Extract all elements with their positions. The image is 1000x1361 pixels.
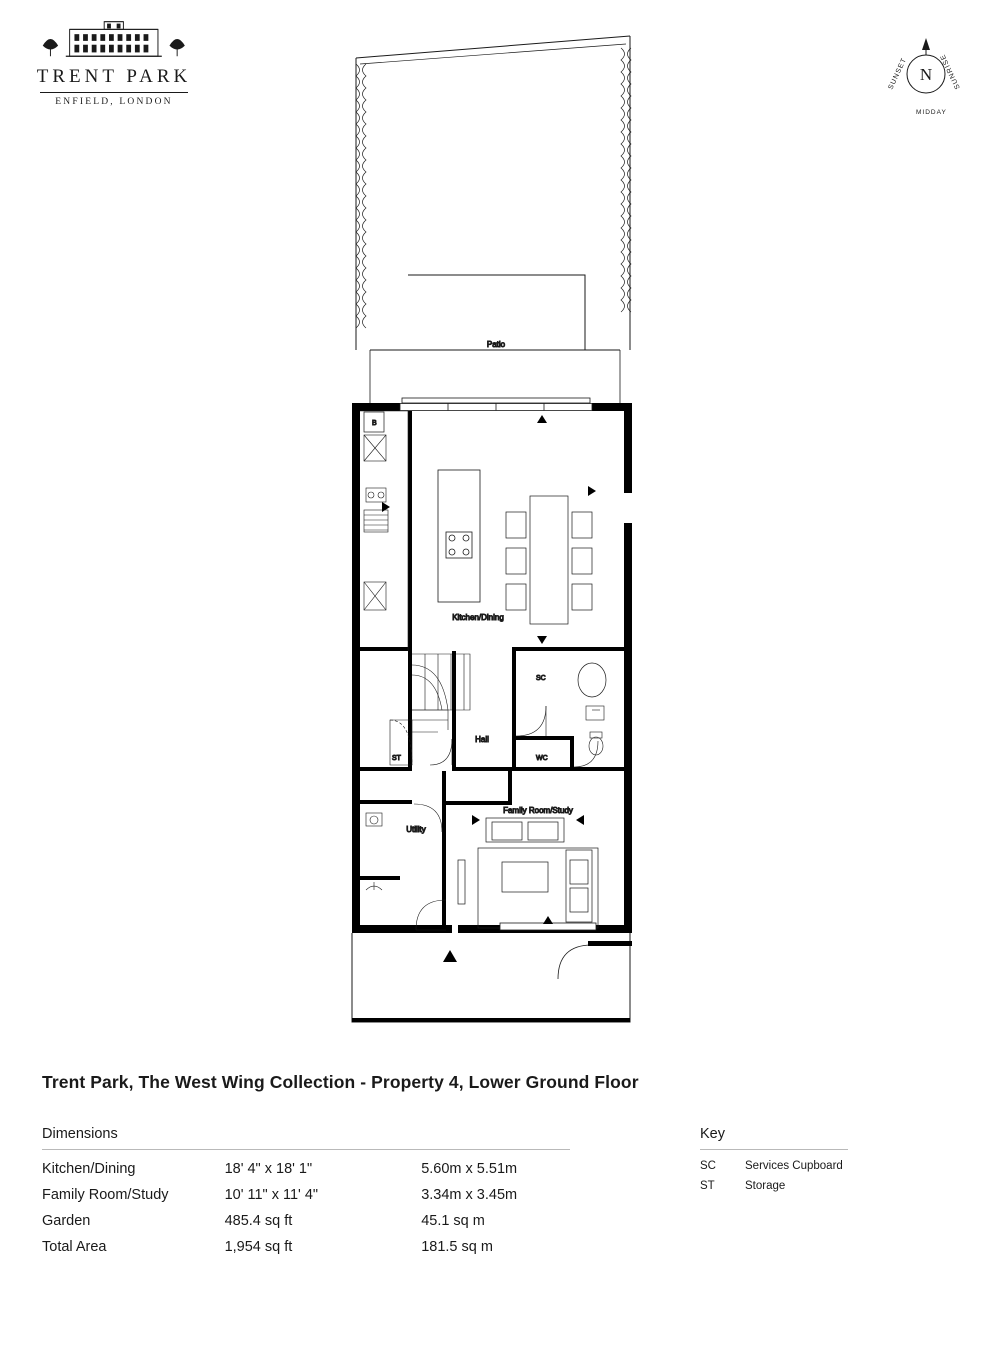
table-row [42, 1234, 572, 1260]
compass-sunset-label: SUNSET [887, 56, 909, 91]
key-meaning: Storage [745, 1180, 786, 1192]
room-label-sc: SC [536, 675, 546, 682]
room-label-wc: WC [536, 755, 548, 762]
table-row [42, 1156, 572, 1182]
room-label-patio: Patio [486, 340, 506, 349]
floor-plan-drawing [330, 20, 670, 1030]
key-divider [700, 1149, 848, 1150]
dimension-room: Family Room/Study [42, 1187, 169, 1203]
entry-area [352, 933, 632, 1022]
room-label-family-room-study: Family Room/Study [503, 806, 573, 815]
dimension-imperial: 18' 4" x 18' 1" [224, 1161, 313, 1177]
utility-room [360, 771, 446, 933]
dimensions-divider [42, 1149, 570, 1150]
dimension-room: Garden [42, 1213, 91, 1229]
dimensions-heading: Dimensions [42, 1126, 118, 1142]
key-abbr: ST [700, 1180, 715, 1192]
house-walls [352, 403, 632, 933]
room-label-hall: Hall [475, 735, 489, 744]
hall-area [452, 651, 512, 801]
dimension-imperial: 10' 11" x 11' 4" [224, 1187, 319, 1203]
brand-name: TRENT PARK [36, 66, 192, 87]
page-title: Trent Park, The West Wing Collection - Property 4, Lower Ground Floor [42, 1072, 639, 1092]
compass-sunrise-label: SUNRISE [939, 52, 962, 91]
compass-north-label: N [919, 65, 933, 84]
brand-logo [34, 14, 194, 107]
table-row [42, 1182, 572, 1208]
key-meaning: Services Cupboard [745, 1160, 843, 1172]
dimension-metric: 181.5 sq m [421, 1239, 493, 1255]
list-item [700, 1176, 843, 1196]
key-legend [700, 1126, 850, 1196]
bifold-doors [400, 398, 592, 411]
dimension-room: Kitchen/Dining [42, 1161, 136, 1177]
key-heading: Key [700, 1126, 725, 1142]
dimension-metric: 45.1 sq m [421, 1213, 485, 1229]
dimension-metric: 3.34m x 3.45m [421, 1187, 518, 1203]
room-label-utility: Utility [406, 825, 426, 834]
family-room-study [446, 801, 598, 930]
room-label-st: ST [392, 755, 401, 762]
table-row [42, 1208, 572, 1234]
logo-divider [40, 92, 188, 93]
compass-rose-icon [880, 28, 972, 120]
compass-midday-label: MIDDAY [916, 109, 947, 116]
list-item [700, 1156, 843, 1176]
brand-location: ENFIELD, LONDON [55, 97, 173, 107]
mansion-building-icon [37, 14, 191, 62]
dimension-metric: 5.60m x 5.51m [421, 1161, 518, 1177]
room-label-kitchen-dining: Kitchen/Dining [452, 613, 504, 622]
dimension-room: Total Area [42, 1239, 107, 1255]
patio-area [356, 36, 631, 405]
room-label-b: B [372, 420, 377, 427]
dimension-imperial: 1,954 sq ft [224, 1239, 293, 1255]
key-abbr: SC [700, 1160, 716, 1172]
dimensions-table [42, 1126, 572, 1260]
dimension-imperial: 485.4 sq ft [224, 1213, 293, 1229]
